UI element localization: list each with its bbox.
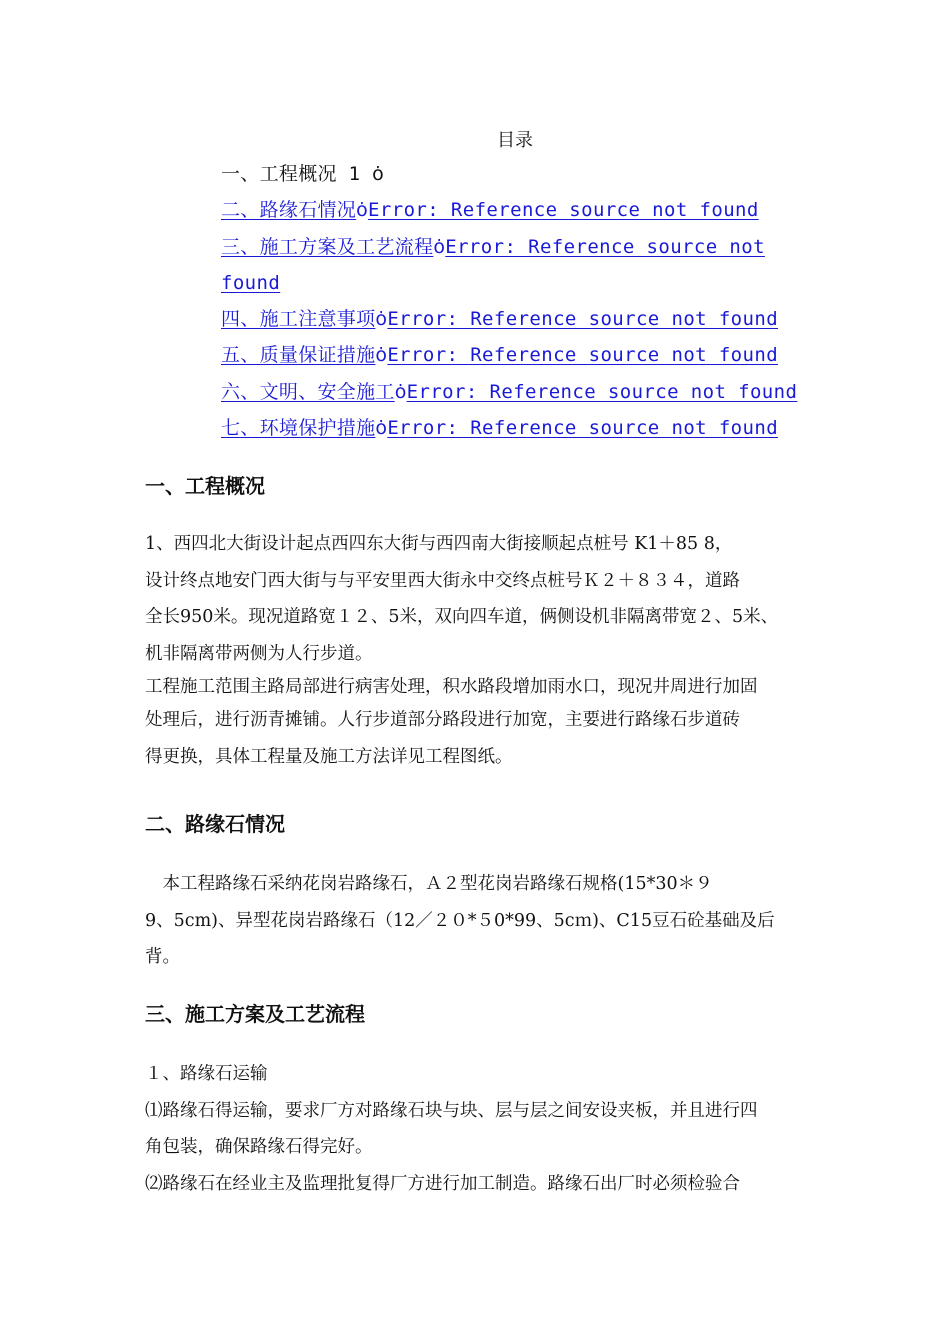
toc-error-text-continued: found [221,271,281,294]
field-mark-icon: ȯ [375,417,388,440]
toc-error-text: Error: Reference source not found [387,344,779,367]
paragraph-line: ⑵路缘石在经业主及监理批复得厂方进行加工制造。路缘石出厂时必须检验合 [145,1173,740,1194]
toc-item-label: 七、环境保护措施 [221,417,376,440]
paragraph-line: 本工程路缘石采纳花岗岩路缘石，Ａ２型花岗岩路缘石规格(15*30＊９ [145,874,713,894]
section-body-curbstone [145,866,817,976]
paragraph-line: ⑴路缘石得运输，要求厂方对路缘石块与块、层与层之间安设夹板，并且进行四 [145,1100,758,1121]
toc-error-text: Error: Reference source not found [387,417,779,440]
paragraph-line: 角包装，确保路缘石得完好。 [145,1137,373,1157]
toc-page-number: 1 [348,163,361,185]
section-body-overview [145,526,817,775]
toc-error-text: Error: Reference source not [445,235,765,258]
section-heading-curbstone: 二、路缘石情况 [145,812,285,836]
paragraph-line: 全长950米。现况道路宽１２、5米，双向四车道，俩侧设机非隔离带宽２、5米、 [145,607,779,627]
field-mark-icon: ȯ [375,344,388,367]
toc-item-7[interactable] [221,410,821,446]
field-mark-icon: ȯ [356,199,369,222]
toc-item-label: 一、工程概况 [221,163,337,185]
toc-item-label: 五、质量保证措施 [221,344,376,367]
toc-item-5[interactable] [221,337,821,373]
toc-item-2[interactable] [221,192,821,228]
toc-error-text: Error: Reference source not found [368,199,759,222]
toc-item-3-continued[interactable] [221,265,821,301]
toc-error-text: Error: Reference source not found [387,308,779,331]
toc-item-label: 六、文明、安全施工 [221,380,395,403]
toc-item-6[interactable] [221,374,821,410]
toc-item-label: 三、施工方案及工艺流程 [221,235,434,258]
toc-item-1[interactable] [221,156,821,192]
field-mark-icon: ȯ [375,308,388,331]
toc-item-label: 四、施工注意事项 [221,308,376,331]
toc-item-4[interactable] [221,301,821,337]
field-mark-icon: ȯ [394,380,407,403]
toc-item-label: 二、路缘石情况 [221,199,357,222]
section-body-construction-plan [145,1056,817,1202]
paragraph-line: 9、5cm)、异型花岗岩路缘石（12／２０*５0*99、5cｍ)、C15豆石砼基础及后 [145,910,775,931]
paragraph-line: 机非隔离带两侧为人行步道。 [145,643,373,664]
field-mark-icon: ȯ [433,235,446,258]
section-heading-construction-plan: 三、施工方案及工艺流程 [145,1002,365,1026]
paragraph-line: 处理后，进行沥青摊铺。人行步道部分路段进行加宽，主要进行路缘石步道砖 [145,710,740,730]
section-heading-overview: 一、工程概况 [145,474,265,498]
paragraph-line: 工程施工范围主路局部进行病害处理，积水路段增加雨水口，现况井周进行加固 [145,677,758,697]
toc-title: 目录 [497,130,533,151]
toc-item-3[interactable] [221,229,821,265]
table-of-contents [221,156,821,446]
field-mark-icon: ȯ [372,163,384,185]
paragraph-line: 1、西四北大街设计起点西四东大街与西四南大街接顺起点桩号 K1＋85 8， [145,534,733,554]
paragraph-line: 得更换，具体工程量及施工方法详见工程图纸。 [145,746,513,767]
paragraph-line: １、路缘石运输 [145,1064,268,1084]
paragraph-line: 背。 [145,947,180,967]
paragraph-line: 设计终点地安门西大街与与平安里西大街永中交终点桩号Ｋ２＋８３４，道路 [145,570,740,591]
toc-error-text: Error: Reference source not found [406,380,798,403]
